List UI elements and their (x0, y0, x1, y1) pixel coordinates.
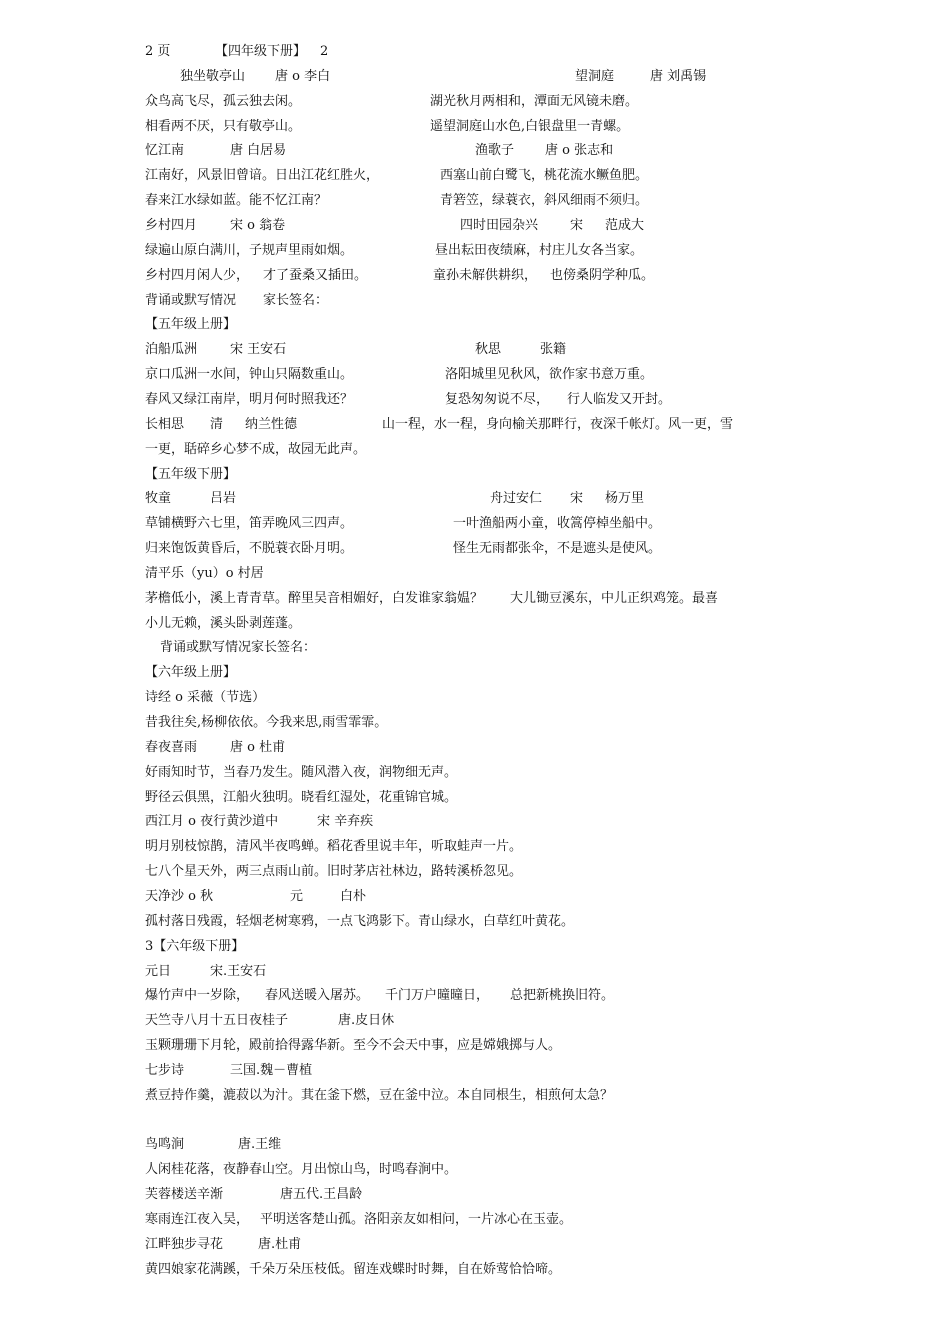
text-line (145, 660, 775, 685)
text-line (145, 1207, 775, 1232)
text-segment: 渔歌子 (475, 143, 515, 159)
text-line (145, 884, 775, 909)
text-segment: 牧童 (145, 491, 172, 507)
text-segment: 鸟鸣涧 (145, 1137, 185, 1153)
text-line (145, 1008, 775, 1033)
text-segment: 宋 (570, 218, 584, 233)
text-segment: 背诵或默写情况 (145, 292, 237, 308)
text-segment: 唐 刘禹锡 (650, 68, 707, 84)
text-segment: 才了蚕桑又插田。 (263, 267, 368, 283)
text-segment: 七八个星天外，两三点雨山前。旧时茅店社林边，路转溪桥忽见。 (145, 864, 523, 880)
text-segment: 春风又绿江南岸，明月何时照我还？ (145, 391, 354, 407)
text-segment: 复恐匆匆说不尽， (445, 391, 550, 407)
text-segment: 唐 o 李白 (275, 68, 331, 84)
text-line (145, 1232, 775, 1257)
text-segment: 唐五代.王昌龄 (280, 1187, 363, 1203)
text-line (145, 859, 775, 884)
text-segment: 芙蓉楼送辛渐 (145, 1187, 224, 1203)
text-segment: 也傍桑阴学种瓜。 (550, 267, 655, 283)
text-segment: 春风送暖入屠苏。 (265, 988, 370, 1004)
text-segment: 清 (210, 416, 224, 432)
text-segment: 乡村四月闲人少， (145, 267, 250, 283)
text-line (145, 188, 775, 213)
text-segment: 秋思 (475, 342, 502, 358)
text-segment: 行人临发又开封。 (567, 391, 672, 407)
text-segment: 一叶渔船两小童，收篙停棹坐船中。 (453, 516, 662, 532)
text-line (145, 412, 775, 437)
text-line (145, 288, 775, 313)
text-segment: 怪生无雨都张伞，不是遮头是使风。 (453, 541, 662, 556)
text-line (145, 138, 775, 163)
text-segment: 孤村落日残霞，轻烟老树寒鸦，一点飞鸿影下。青山绿水，白草红叶黄花。 (145, 913, 575, 929)
text-segment: 山一程，水一程，身向榆关那畔行，夜深千帐灯。风一更，雪 (382, 416, 734, 432)
text-line (145, 462, 775, 487)
text-segment: 春夜喜雨 (145, 739, 198, 755)
text-segment: 黄四娘家花满蹊，千朵万朵压枝低。留连戏蝶时时舞，自在娇莺恰恰啼。 (145, 1261, 562, 1277)
text-segment: 长相思 (145, 416, 185, 432)
text-segment: 野径云俱黑，江船火独明。晓看红湿处，花重锦官城。 (145, 789, 458, 805)
text-segment: 宋 辛弃疾 (317, 814, 374, 830)
text-segment: 独坐敬亭山 (180, 68, 246, 84)
text-segment: 洛阳城里见秋风，欲作家书意万重。 (445, 367, 654, 383)
text-segment: 京口瓜洲一水间，钟山只隔数重山。 (145, 367, 354, 383)
text-line (145, 685, 775, 710)
text-segment: 天净沙 o 秋 (145, 888, 214, 904)
text-line (145, 238, 775, 263)
text-segment: 玉颗珊珊下月轮，殿前拾得露华新。至今不会天中事，应是嫦娥掷与人。 (145, 1038, 562, 1053)
text-line (145, 611, 775, 636)
text-segment: 好雨知时节，当春乃发生。随风潜入夜，润物细无声。 (145, 764, 458, 780)
text-segment: 童孙未解供耕织， (433, 267, 538, 283)
text-segment: 2 页 (145, 44, 171, 59)
text-segment: 清平乐（yu）o 村居 (145, 565, 264, 581)
text-line (145, 89, 775, 114)
text-line (145, 934, 775, 959)
text-segment: 宋 (570, 491, 584, 507)
text-segment: 唐 o 杜甫 (230, 739, 286, 755)
text-segment: 背诵或默写情况家长签名： (160, 640, 317, 656)
text-segment: 四时田园杂兴 (460, 218, 539, 233)
text-segment: 草铺横野六七里，笛弄晚风三四声。 (145, 516, 354, 532)
text-segment: 大儿锄豆溪东，中儿正织鸡笼。最喜 (510, 590, 719, 606)
text-line (145, 785, 775, 810)
text-line (145, 114, 775, 139)
text-segment: 宋.王安石 (210, 963, 267, 979)
text-segment: 平明送客楚山孤。洛阳亲友如相问，一片冰心在玉壶。 (260, 1212, 573, 1227)
text-segment: 江畔独步寻花 (145, 1236, 224, 1252)
text-segment: 诗经 o 采薇（节选） (145, 690, 266, 706)
text-line (145, 163, 775, 188)
text-line (145, 1132, 775, 1157)
text-line (145, 437, 775, 462)
text-segment: 煮豆持作羹，漉菽以为汁。萁在釜下燃，豆在釜中泣。本自同根生，相煎何太急？ (145, 1087, 614, 1103)
text-segment: 宋 o 翁卷 (230, 218, 286, 233)
text-segment: 范成大 (605, 218, 645, 233)
text-line (145, 909, 775, 934)
text-line (145, 263, 775, 288)
text-line (145, 213, 775, 238)
text-line (145, 1033, 775, 1058)
text-segment: 望洞庭 (575, 68, 615, 84)
text-line (145, 1108, 775, 1133)
text-segment: 【四年级下册】 (215, 44, 307, 59)
text-segment: 【五年级上册】 (145, 317, 237, 333)
text-line (145, 312, 775, 337)
text-segment: 唐.王维 (238, 1137, 282, 1153)
text-line (145, 834, 775, 859)
text-line (145, 64, 775, 89)
text-segment: 元日 (145, 963, 172, 979)
text-line (145, 337, 775, 362)
text-line (145, 362, 775, 387)
text-line (145, 1257, 775, 1282)
text-segment: 杨万里 (605, 491, 645, 507)
text-segment: 西塞山前白鹭飞，桃花流水鳜鱼肥。 (440, 168, 649, 184)
text-segment: 绿遍山原白满川，子规声里雨如烟。 (145, 242, 354, 258)
text-line (145, 561, 775, 586)
text-segment: 纳兰性德 (245, 416, 298, 432)
text-line (145, 511, 775, 536)
text-line (145, 39, 775, 64)
text-line (145, 959, 775, 984)
text-segment: 青箬笠，绿蓑衣，斜风细雨不须归。 (440, 193, 649, 209)
text-segment: 总把新桃换旧符。 (510, 988, 615, 1004)
text-line (145, 1157, 775, 1182)
text-segment: 宋 王安石 (230, 342, 287, 358)
text-segment: 家长签名： (263, 292, 329, 308)
text-line (145, 586, 775, 611)
text-segment: 唐.皮日休 (338, 1013, 395, 1029)
text-segment: 张籍 (540, 342, 567, 358)
text-segment: 千门万户曈曈日， (385, 988, 490, 1004)
text-line (145, 1182, 775, 1207)
text-segment: 三国.魏－曹植 (230, 1062, 313, 1078)
text-segment: 归来饱饭黄昏后，不脱蓑衣卧月明。 (145, 541, 354, 556)
text-line (145, 983, 775, 1008)
text-segment: 忆江南 (145, 143, 185, 159)
text-segment: 昔我往矣,杨柳依依。今我来思,雨雪霏霏。 (145, 715, 388, 730)
text-line (145, 635, 775, 660)
text-line (145, 486, 775, 511)
text-segment: 白朴 (340, 888, 367, 904)
text-line (145, 735, 775, 760)
text-segment: 舟过安仁 (490, 491, 543, 507)
text-segment: 爆竹声中一岁除， (145, 988, 250, 1004)
text-segment: 昼出耘田夜绩麻，村庄儿女各当家。 (435, 242, 644, 258)
text-segment: 唐.杜甫 (258, 1236, 302, 1252)
text-segment: 泊船瓜洲 (145, 342, 198, 358)
text-segment: 唐 o 张志和 (545, 143, 614, 159)
text-segment: 西江月 o 夜行黄沙道中 (145, 814, 279, 830)
text-line (145, 1058, 775, 1083)
text-segment: 人闲桂花落，夜静春山空。月出惊山鸟，时鸣春涧中。 (145, 1162, 458, 1178)
text-segment: 唐 白居易 (230, 143, 287, 159)
text-segment: 湖光秋月两相和，潭面无风镜未磨。 (430, 93, 639, 109)
text-line (145, 809, 775, 834)
text-segment: 乡村四月 (145, 218, 198, 233)
text-line (145, 387, 775, 412)
text-segment: 3【六年级下册】 (145, 938, 245, 954)
text-segment: 春来江水绿如蓝。能不忆江南？ (145, 193, 328, 209)
text-segment: 众鸟高飞尽，孤云独去闲。 (145, 93, 302, 109)
text-segment: 吕岩 (210, 491, 237, 507)
text-segment: 【六年级上册】 (145, 665, 237, 681)
text-segment: 江南好，风景旧曾谙。日出江花红胜火， (145, 168, 380, 184)
text-line (145, 536, 775, 561)
text-line (145, 760, 775, 785)
text-line (145, 710, 775, 735)
text-segment: 天竺寺八月十五日夜桂子 (145, 1013, 289, 1029)
text-segment: 元 (290, 888, 304, 904)
text-segment: 一更，聒碎乡心梦不成，故园无此声。 (145, 441, 367, 457)
text-segment: 七步诗 (145, 1062, 185, 1078)
text-segment: 明月别枝惊鹊，清风半夜鸣蝉。稻花香里说丰年，听取蛙声一片。 (145, 839, 523, 855)
text-segment: 2 (320, 44, 329, 59)
text-segment: 遥望洞庭山水色,白银盘里一青螺。 (430, 118, 630, 134)
text-segment: 小儿无赖，溪头卧剥莲蓬。 (145, 615, 302, 631)
text-line (145, 1083, 775, 1108)
text-segment: 茅檐低小，溪上青青草。醉里吴音相媚好，白发谁家翁媪？ (145, 590, 484, 606)
text-segment: 【五年级下册】 (145, 466, 237, 482)
text-segment: 相看两不厌，只有敬亭山。 (145, 118, 302, 134)
text-segment: 寒雨连江夜入吴， (145, 1212, 250, 1227)
